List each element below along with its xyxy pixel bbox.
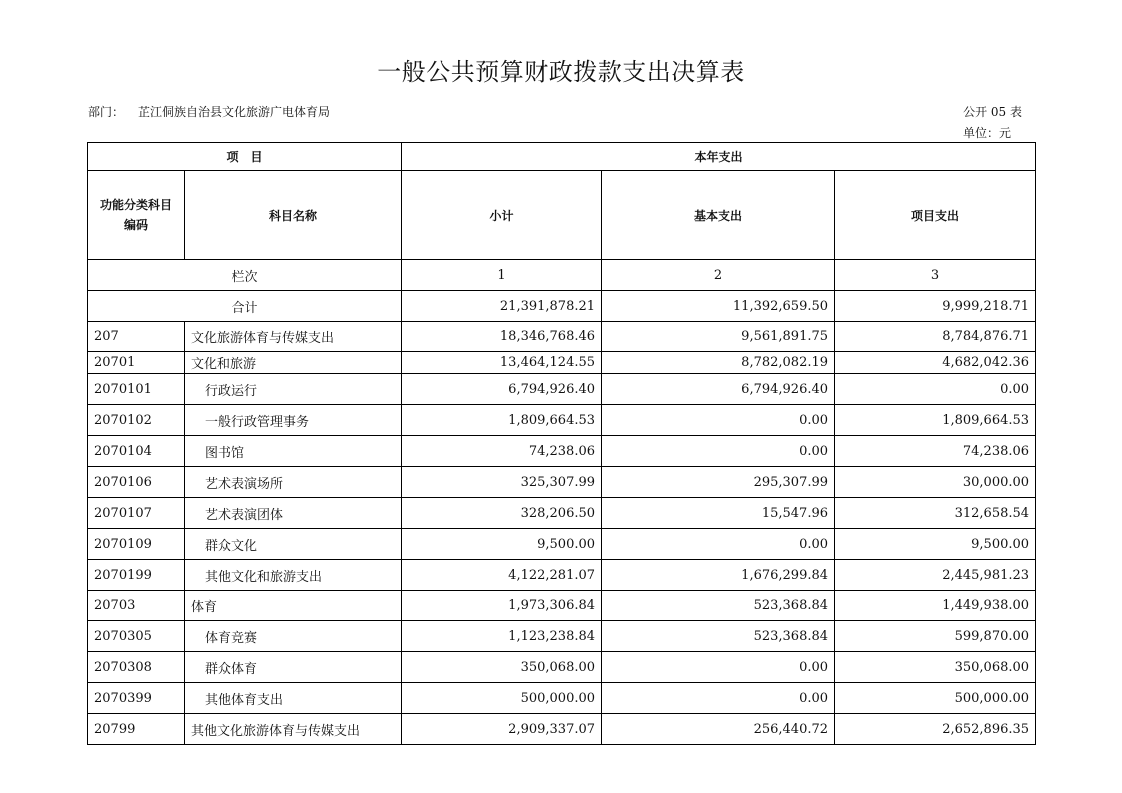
subtotal-cell: 1,809,664.53	[402, 405, 602, 436]
basic-cell: 523,368.84	[602, 621, 835, 652]
col-index-label: 栏次	[88, 260, 402, 291]
basic-cell: 295,307.99	[602, 467, 835, 498]
subtotal-cell: 2,909,337.07	[402, 714, 602, 745]
code-cell: 20799	[88, 714, 185, 745]
project-cell: 0.00	[835, 374, 1036, 405]
header-row-2	[88, 171, 1036, 260]
name-cell: 艺术表演团体	[185, 498, 402, 529]
name-cell: 体育	[185, 591, 402, 621]
project-cell: 1,809,664.53	[835, 405, 1036, 436]
page-title: 一般公共预算财政拨款支出决算表	[377, 58, 745, 86]
department-label: 部门：	[88, 105, 125, 119]
code-cell: 2070305	[88, 621, 185, 652]
header-subtotal: 小计	[402, 171, 602, 260]
code-cell: 2070399	[88, 683, 185, 714]
name-cell: 其他文化和旅游支出	[185, 560, 402, 591]
form-number: 公开 05 表	[963, 105, 1022, 119]
col-index-3: 3	[835, 260, 1036, 291]
subtotal-cell: 6,794,926.40	[402, 374, 602, 405]
code-cell: 2070101	[88, 374, 185, 405]
table-row	[88, 322, 1036, 352]
basic-cell: 6,794,926.40	[602, 374, 835, 405]
table-row	[88, 714, 1036, 745]
subtotal-cell: 325,307.99	[402, 467, 602, 498]
table-row	[88, 652, 1036, 683]
header-item: 项 目	[88, 143, 402, 171]
budget-table	[87, 142, 1036, 745]
project-cell: 4,682,042.36	[835, 352, 1036, 374]
subtotal-cell: 500,000.00	[402, 683, 602, 714]
name-cell: 图书馆	[185, 436, 402, 467]
name-cell: 其他文化旅游体育与传媒支出	[185, 714, 402, 745]
basic-cell: 9,561,891.75	[602, 322, 835, 352]
table-row	[88, 498, 1036, 529]
total-row	[88, 291, 1036, 322]
header-basic: 基本支出	[602, 171, 835, 260]
table-row	[88, 560, 1036, 591]
basic-cell: 0.00	[602, 652, 835, 683]
project-cell: 9,500.00	[835, 529, 1036, 560]
code-cell: 20703	[88, 591, 185, 621]
total-label: 合计	[88, 291, 402, 322]
basic-cell: 0.00	[602, 405, 835, 436]
basic-cell: 8,782,082.19	[602, 352, 835, 374]
basic-cell: 15,547.96	[602, 498, 835, 529]
column-index-row	[88, 260, 1036, 291]
project-cell: 1,449,938.00	[835, 591, 1036, 621]
subtotal-cell: 328,206.50	[402, 498, 602, 529]
header-code: 功能分类科目编码	[88, 171, 185, 260]
name-cell: 文化旅游体育与传媒支出	[185, 322, 402, 352]
header-name: 科目名称	[185, 171, 402, 260]
table-row	[88, 683, 1036, 714]
basic-cell: 256,440.72	[602, 714, 835, 745]
project-cell: 500,000.00	[835, 683, 1036, 714]
subtotal-cell: 4,122,281.07	[402, 560, 602, 591]
total-subtotal: 21,391,878.21	[402, 291, 602, 322]
subtotal-cell: 13,464,124.55	[402, 352, 602, 374]
header-current-year: 本年支出	[402, 143, 1036, 171]
department-line	[88, 103, 330, 120]
header-project: 项目支出	[835, 171, 1036, 260]
subtotal-cell: 18,346,768.46	[402, 322, 602, 352]
name-cell: 体育竞赛	[185, 621, 402, 652]
project-cell: 312,658.54	[835, 498, 1036, 529]
basic-cell: 0.00	[602, 529, 835, 560]
name-cell: 行政运行	[185, 374, 402, 405]
project-cell: 74,238.06	[835, 436, 1036, 467]
department-name: 芷江侗族自治县文化旅游广电体育局	[138, 105, 331, 119]
total-project: 9,999,218.71	[835, 291, 1036, 322]
table-row	[88, 436, 1036, 467]
subtotal-cell: 9,500.00	[402, 529, 602, 560]
code-cell: 2070308	[88, 652, 185, 683]
project-cell: 350,068.00	[835, 652, 1036, 683]
project-cell: 8,784,876.71	[835, 322, 1036, 352]
name-cell: 其他体育支出	[185, 683, 402, 714]
code-cell: 2070107	[88, 498, 185, 529]
unit-label: 单位：元	[962, 126, 1011, 140]
basic-cell: 1,676,299.84	[602, 560, 835, 591]
subtotal-cell: 1,973,306.84	[402, 591, 602, 621]
name-cell: 艺术表演场所	[185, 467, 402, 498]
table-row	[88, 591, 1036, 621]
table-row	[88, 467, 1036, 498]
basic-cell: 523,368.84	[602, 591, 835, 621]
name-cell: 一般行政管理事务	[185, 405, 402, 436]
basic-cell: 0.00	[602, 436, 835, 467]
subtotal-cell: 350,068.00	[402, 652, 602, 683]
code-cell: 207	[88, 322, 185, 352]
header-row-1	[88, 143, 1036, 171]
table-row	[88, 374, 1036, 405]
project-cell: 599,870.00	[835, 621, 1036, 652]
code-cell: 2070199	[88, 560, 185, 591]
code-cell: 2070106	[88, 467, 185, 498]
project-cell: 2,445,981.23	[835, 560, 1036, 591]
name-cell: 群众体育	[185, 652, 402, 683]
basic-cell: 0.00	[602, 683, 835, 714]
col-index-1: 1	[402, 260, 602, 291]
col-index-2: 2	[602, 260, 835, 291]
code-cell: 2070109	[88, 529, 185, 560]
subtotal-cell: 74,238.06	[402, 436, 602, 467]
name-cell: 文化和旅游	[185, 352, 402, 374]
project-cell: 2,652,896.35	[835, 714, 1036, 745]
name-cell: 群众文化	[185, 529, 402, 560]
code-cell: 2070102	[88, 405, 185, 436]
table-row	[88, 529, 1036, 560]
subtotal-cell: 1,123,238.84	[402, 621, 602, 652]
table-row	[88, 405, 1036, 436]
code-cell: 20701	[88, 352, 185, 374]
code-cell: 2070104	[88, 436, 185, 467]
table-row	[88, 621, 1036, 652]
table-row	[88, 352, 1036, 374]
table-body	[88, 143, 1036, 745]
project-cell: 30,000.00	[835, 467, 1036, 498]
total-basic: 11,392,659.50	[602, 291, 835, 322]
